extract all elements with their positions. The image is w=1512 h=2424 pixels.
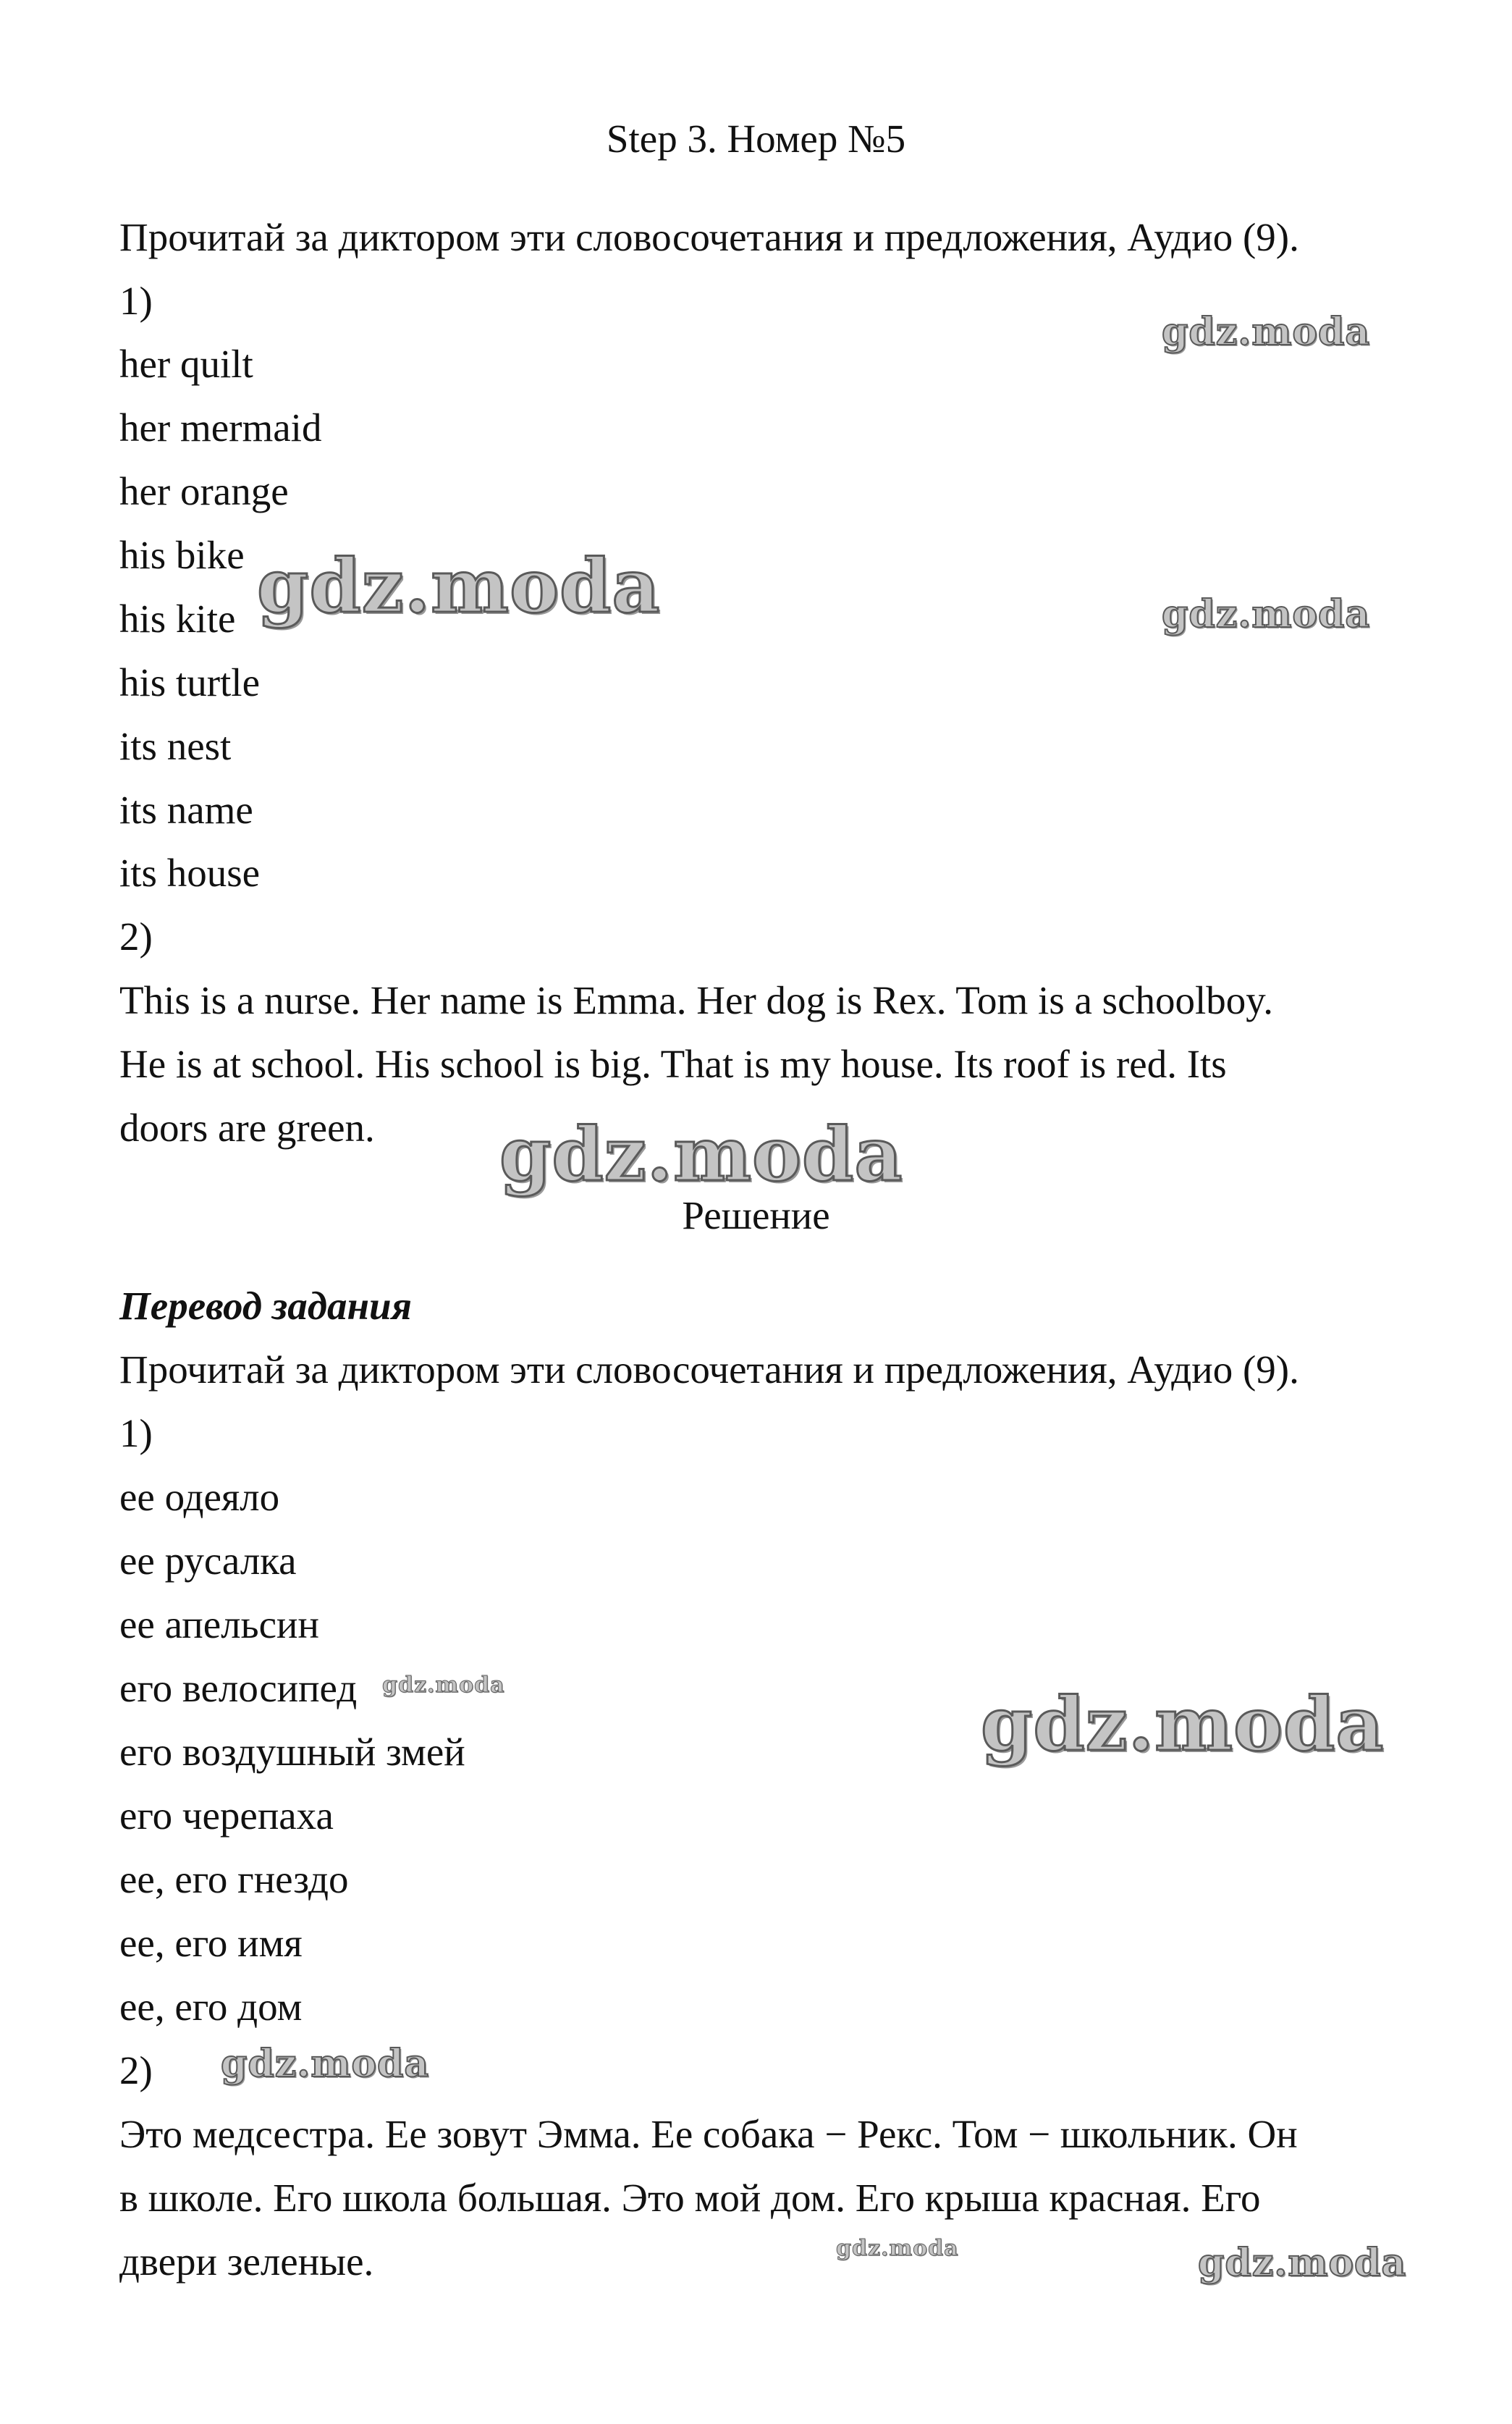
watermark-logo: gdz.moda — [1162, 310, 1371, 354]
sentence-line: This is a nurse. Her name is Emma. Her dog is Rex. Tom is a schoolboy. — [119, 978, 1273, 1022]
part-2-label: 2) — [119, 914, 153, 959]
phrase-item: her quilt — [119, 342, 253, 386]
phrase-item: its nest — [119, 724, 232, 768]
sentence-line: doors are green. — [119, 1106, 375, 1150]
translation-phrase: его воздушный змей — [119, 1730, 465, 1774]
translation-sentence-line: в школе. Его школа большая. Это мой дом. Его крыша красная. Его — [119, 2176, 1261, 2220]
watermark-logo: gdz.moda — [981, 1681, 1385, 1768]
phrase-item: her orange — [119, 469, 289, 513]
phrase-item: its house — [119, 851, 261, 895]
page-title: Step 3. Номер №5 — [606, 117, 906, 161]
phrase-item: his turtle — [119, 660, 261, 704]
phrase-item: his kite — [119, 597, 236, 641]
translation-phrase: ее, его имя — [119, 1921, 303, 1965]
solution-heading: Решение — [682, 1193, 830, 1237]
translation-sentence-line: Это медсестра. Ее зовут Эмма. Ее собака − Рекс. Том − школьник. Он — [119, 2112, 1298, 2156]
translation-heading: Перевод задания — [119, 1284, 412, 1328]
translation-phrase: ее апельсин — [119, 1602, 319, 1646]
translation-part-2-label: 2) — [119, 2048, 153, 2092]
translation-phrase: ее одеяло — [119, 1475, 280, 1519]
watermark-logo: gdz.moda — [499, 1111, 903, 1198]
translation-phrase: ее, его гнездо — [119, 1857, 349, 1901]
watermark-logo: gdz.moda — [836, 2236, 959, 2261]
task-instruction: Прочитай за диктором эти словосочетания и предложения, Аудио (9). — [119, 215, 1299, 259]
watermark-logo: gdz.moda — [221, 2042, 430, 2086]
translation-sentence-line: двери зеленые. — [119, 2239, 374, 2284]
sentence-line: He is at school. His school is big. That is my house. Its roof is red. Its — [119, 1042, 1227, 1086]
phrase-item: its name — [119, 788, 253, 832]
watermark-logo: gdz.moda — [1162, 592, 1371, 636]
watermark-logo: gdz.moda — [257, 543, 661, 630]
part-1-label: 1) — [119, 279, 153, 323]
translation-phrase: ее, его дом — [119, 1985, 303, 2029]
translation-instruction: Прочитай за диктором эти словосочетания и предложения, Аудио (9). — [119, 1347, 1299, 1392]
phrase-item: his bike — [119, 533, 245, 577]
watermark-logo: gdz.moda — [382, 1672, 505, 1698]
translation-phrase: его черепаха — [119, 1793, 334, 1838]
translation-part-1-label: 1) — [119, 1411, 153, 1455]
translation-phrase: ее русалка — [119, 1539, 297, 1583]
translation-phrase: его велосипед — [119, 1666, 358, 1710]
watermark-logo: gdz.moda — [1198, 2241, 1407, 2285]
phrase-item: her mermaid — [119, 405, 322, 450]
